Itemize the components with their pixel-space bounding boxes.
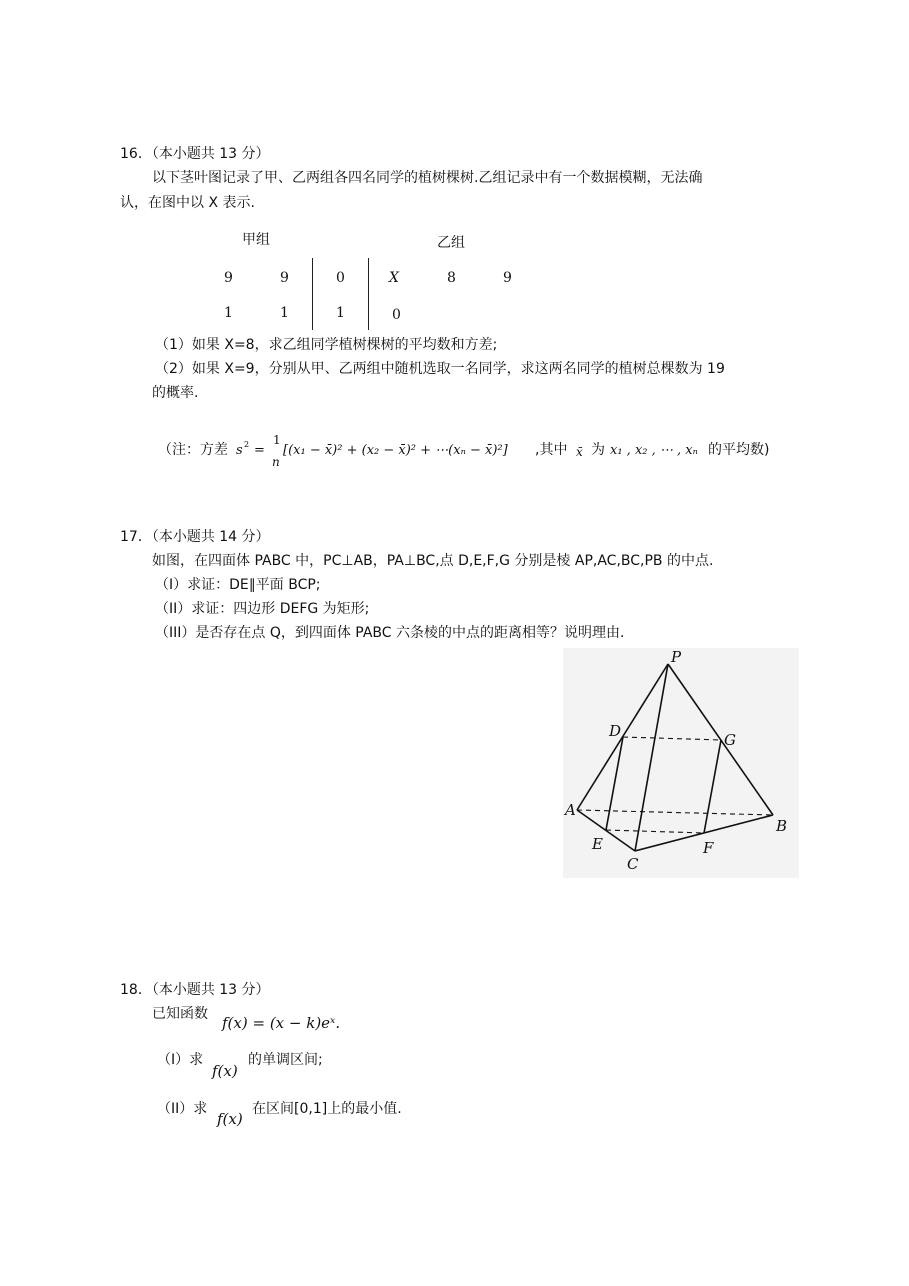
group-jia-title: 甲组 (242, 232, 270, 248)
function-definition: f(x) = (x − k)eˣ. (222, 1014, 341, 1032)
q17-intro: 如图，在四面体 PABC 中，PC⊥AB，PA⊥BC,点 D,E,F,G 分别是棱 AP,AC,BC,PB 的中点. (152, 553, 714, 569)
label-b: B (776, 817, 788, 835)
q16-part1: （1）如果 X=8，求乙组同学植树棵树的平均数和方差; (155, 337, 498, 353)
variable-list: x₁ , x₂ , ⋯ , xₙ (610, 443, 698, 458)
variance-equals: = (254, 443, 265, 458)
q18-intro: 已知函数 (152, 1006, 208, 1022)
q16-intro-line1: 以下茎叶图记录了甲、乙两组各四名同学的植树棵树.乙组记录中有一个数据模糊，无法确 (152, 170, 703, 186)
label-e: E (592, 835, 603, 853)
q18-part1-suffix: 的单调区间; (248, 1052, 323, 1068)
q18-part1-prefix: （I）求 (157, 1052, 204, 1068)
q16-intro-line2: 认，在图中以 X 表示. (120, 195, 255, 211)
q17-header: 17．（本小题共 14 分） (120, 529, 270, 545)
note-suffix: 的平均数) (708, 442, 770, 458)
stem-leaf-cell: 0 (392, 307, 401, 323)
label-c: C (627, 855, 639, 873)
stem-right-divider (368, 258, 369, 330)
stem-leaf-cell: 9 (503, 270, 512, 286)
stem-leaf-cell: 8 (447, 270, 456, 286)
q18-part2-func: f(x) (217, 1110, 243, 1128)
label-g: G (724, 731, 736, 749)
note-middle: ,其中 (535, 442, 568, 458)
stem-left-divider (312, 258, 313, 330)
mean-symbol: x̄ (576, 445, 583, 459)
variance-symbol: s (236, 443, 243, 458)
variance-formula-body: [(x₁ − x̄)² + (x₂ − x̄)² + ⋯(xₙ − x̄)²] (283, 443, 508, 458)
label-f: F (703, 839, 714, 857)
q16-part2-line1: （2）如果 X=9，分别从甲、乙两组中随机选取一名同学，求这两名同学的植树总棵数为 19 (155, 361, 725, 377)
stem-leaf-cell: 9 (280, 270, 289, 286)
q18-part2-suffix: 在区间[0,1]上的最小值. (252, 1101, 402, 1117)
stem-cell: 0 (336, 270, 345, 286)
stem-cell: 1 (336, 305, 345, 321)
stem-leaf-cell-unknown: X (389, 270, 399, 286)
q18-part1-func: f(x) (212, 1062, 238, 1080)
note-wei: 为 (591, 442, 605, 458)
q16-part2-line2: 的概率. (152, 385, 199, 401)
stem-leaf-cell: 1 (224, 305, 233, 321)
q17-part2: （II）求证：四边形 DEFG 为矩形; (155, 601, 370, 617)
q18-header: 18．（本小题共 13 分） (120, 982, 270, 998)
label-a: A (565, 801, 576, 819)
stem-leaf-cell: 1 (280, 305, 289, 321)
q16-header: 16．（本小题共 13 分） (120, 146, 270, 162)
q18-part2-prefix: （II）求 (157, 1101, 208, 1117)
tetrahedron-figure (563, 648, 799, 878)
stem-leaf-cell: 9 (224, 270, 233, 286)
q17-part3: （III）是否存在点 Q，到四面体 PABC 六条棱的中点的距离相等？说明理由. (155, 625, 625, 641)
fraction-numerator: 1 (273, 433, 281, 447)
fraction-denominator: n (272, 455, 280, 469)
label-p: P (671, 648, 682, 666)
note-prefix: （注：方差 (158, 442, 228, 458)
label-d: D (609, 722, 622, 740)
group-yi-title: 乙组 (437, 235, 465, 251)
variance-exponent: 2 (244, 440, 250, 449)
q17-part1: （I）求证：DE∥平面 BCP; (155, 577, 321, 593)
